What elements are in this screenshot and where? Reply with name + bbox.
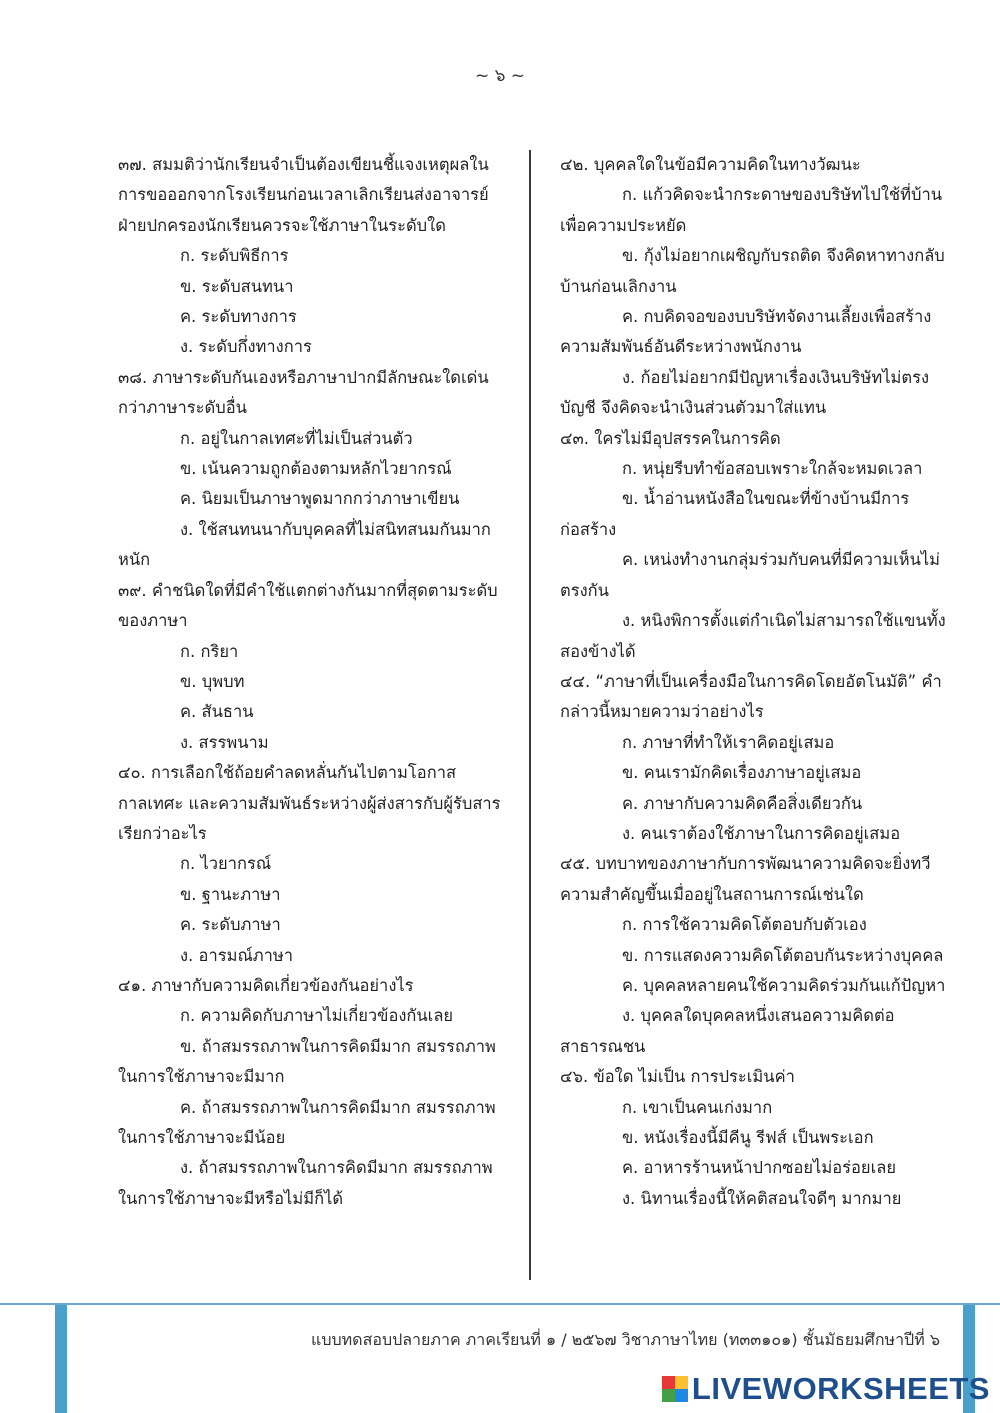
answer-choice: ง. หนิงพิการตั้งแต่กำเนิดไม่สามารถใช้แขนทั้งสองข้างได้ bbox=[560, 611, 946, 661]
answer-choice: ค. กบคิดจอของบบริษัทจัดงานเลี้ยงเพื่อสร้างความสัมพันธ์อันดีระหว่างพนักงาน bbox=[560, 307, 932, 357]
question-text: ๔๐. การเลือกใช้ถ้อยคำลดหลั่นกันไปตามโอกาส กาลเทศะ และความสัมพันธ์ระหว่างผู้ส่งสารกับผู้รับสารเรียกว่าอะไร bbox=[118, 763, 501, 843]
answer-choice: ก. ภาษาที่ทำให้เราคิดอยู่เสมอ bbox=[622, 732, 835, 752]
footer-left-bar bbox=[55, 1305, 67, 1413]
answer-choice: ข. การแสดงความคิดโต้ตอบกันระหว่างบุคคล bbox=[622, 945, 944, 965]
footer-exam-title: แบบทดสอบปลายภาค ภาคเรียนที่ ๑ / ๒๕๖๗ วิชาภาษาไทย (ท๓๓๑๐๑) ชั้นมัธยมศึกษาปีที่ ๖ bbox=[311, 1330, 940, 1349]
answer-choice: ค. ถ้าสมรรถภาพในการคิดมีมาก สมรรถภาพในการใช้ภาษาจะมีน้อย bbox=[118, 1097, 496, 1147]
question-text: ๔๕. บทบาทของภาษากับการพัฒนาความคิดจะยิ่งทวีความสำคัญขึ้นเมื่ออยู่ในสถานการณ์เช่นใด bbox=[560, 854, 931, 904]
answer-choice: ค. สันธาน bbox=[180, 702, 254, 722]
answer-choice: ข. บุพบท bbox=[180, 671, 245, 691]
answer-choice: ง. อารมณ์ภาษา bbox=[180, 945, 294, 965]
question-text: ๓๗. สมมติว่านักเรียนจำเป็นต้องเขียนชี้แจงเหตุผลในการขอออกจากโรงเรียนก่อนเวลาเลิกเรียนส่งอาจารย์ฝ่ายปกครองนักเรียนควรจะใช้ภาษาในระดับใด bbox=[118, 155, 489, 235]
answer-choice: ง. บุคคลใดบุคคลหนึ่งเสนอความคิดต่อสาธารณชน bbox=[560, 1006, 895, 1056]
answer-choice: ก. การใช้ความคิดโต้ตอบกับตัวเอง bbox=[622, 915, 867, 935]
answer-choice: ง. คนเราต้องใช้ภาษาในการคิดอยู่เสมอ bbox=[622, 823, 901, 843]
question-text: ๔๒. บุคคลใดในข้อมีความคิดในทางวัฒนะ bbox=[560, 155, 861, 174]
liveworksheets-logo-text: LIVEWORKSHEETS bbox=[691, 1371, 990, 1406]
question-text: ๔๔. “ภาษาที่เป็นเครื่องมือในการคิดโดยอัตโนมัติ” คำกล่าวนี้หมายความว่าอย่างไร bbox=[560, 671, 942, 722]
answer-choice: ค. ระดับภาษา bbox=[180, 915, 281, 935]
answer-choice: ข. ระดับสนทนา bbox=[180, 276, 294, 296]
left-question-column bbox=[118, 150, 510, 1214]
question-text: ๔๖. ข้อใด ไม่เป็น การประเมินค่า bbox=[560, 1067, 795, 1087]
answer-choice: ก. เขาเป็นคนเก่งมาก bbox=[622, 1097, 773, 1117]
answer-choice: ข. ถ้าสมรรถภาพในการคิดมีมาก สมรรถภาพในการใช้ภาษาจะมีมาก bbox=[118, 1036, 496, 1087]
answer-choice: ข. น้ำอ่านหนังสือในขณะที่ข้างบ้านมีการก่อสร้าง bbox=[560, 489, 910, 539]
question-text: ๓๘. ภาษาระดับกันเองหรือภาษาปากมีลักษณะใดเด่นกว่าภาษาระดับอื่น bbox=[118, 367, 489, 418]
answer-choice: ง. ถ้าสมรรถภาพในการคิดมีมาก สมรรถภาพในการใช้ภาษาจะมีหรือไม่มีก็ได้ bbox=[118, 1158, 493, 1208]
liveworksheets-logo-icon bbox=[662, 1376, 688, 1402]
answer-choice: ก. ระดับพิธีการ bbox=[180, 246, 289, 266]
right-question-column bbox=[560, 150, 952, 1214]
answer-choice: ง. ระดับกึ่งทางการ bbox=[180, 337, 312, 357]
answer-choice: ง. นิทานเรื่องนี้ให้คติสอนใจดีๆ มากมาย bbox=[622, 1188, 902, 1208]
answer-choice: ก. อยู่ในกาลเทศะที่ไม่เป็นส่วนตัว bbox=[180, 428, 413, 448]
answer-choice: ก. ความคิดกับภาษาไม่เกี่ยวข้องกันเลย bbox=[180, 1006, 454, 1026]
answer-choice: ค. เหน่งทำงานกลุ่มร่วมกับคนที่มีความเห็นไม่ตรงกัน bbox=[560, 550, 941, 600]
answer-choice: ข. เน้นความถูกต้องตามหลักไวยากรณ์ bbox=[180, 459, 452, 479]
answer-choice: ง. ใช้สนทนนากับบุคคลที่ไม่สนิทสนมกันมากหนัก bbox=[118, 519, 491, 570]
answer-choice: ง. สรรพนาม bbox=[180, 732, 269, 752]
answer-choice: ข. กุ้งไม่อยากเผชิญกับรถติด จึงคิดหาทางกลับบ้านก่อนเลิกงาน bbox=[560, 246, 945, 296]
page-number: ~ ๖ ~ bbox=[474, 66, 526, 86]
answer-choice: ค. บุคคลหลายคนใช้ความคิดร่วมกันแก้ปัญหา bbox=[622, 975, 946, 995]
footer-rule bbox=[0, 1303, 1000, 1305]
answer-choice: ค. นิยมเป็นภาษาพูดมากกว่าภาษาเขียน bbox=[180, 489, 460, 509]
question-text: ๓๙. คำชนิดใดที่มีคำใช้แตกต่างกันมากที่สุดตามระดับของภาษา bbox=[118, 580, 498, 631]
answer-choice: ก. หนุ่ยรีบทำข้อสอบเพราะใกล้จะหมดเวลา bbox=[622, 459, 923, 479]
answer-choice: ข. ฐานะภาษา bbox=[180, 884, 281, 904]
answer-choice: ข. หนังเรื่องนี้มีคีนู รีฟส์ เป็นพระเอก bbox=[622, 1128, 874, 1147]
question-text: ๔๑. ภาษากับความคิดเกี่ยวข้องกันอย่างไร bbox=[118, 975, 414, 995]
question-text: ๔๓. ใครไม่มีอุปสรรคในการคิด bbox=[560, 428, 781, 448]
answer-choice: ข. คนเรามักคิดเรื่องภาษาอยู่เสมอ bbox=[622, 763, 862, 783]
answer-choice: ก. แก้วคิดจะนำกระดาษของบริษัทไปใช้ที่บ้านเพื่อความประหยัด bbox=[560, 185, 943, 235]
answer-choice: ก. ไวยากรณ์ bbox=[180, 854, 272, 874]
answer-choice: ค. ระดับทางการ bbox=[180, 307, 297, 327]
liveworksheets-logo[interactable] bbox=[662, 1372, 990, 1406]
column-divider bbox=[529, 150, 531, 1280]
answer-choice: ง. ก้อยไม่อยากมีปัญหาเรื่องเงินบริษัทไม่ตรงบัญชี จึงคิดจะนำเงินส่วนตัวมาใส่แทน bbox=[560, 367, 930, 418]
answer-choice: ค. อาหารร้านหน้าปากซอยไม่อร่อยเลย bbox=[622, 1158, 896, 1178]
answer-choice: ค. ภาษากับความคิดคือสิ่งเดียวกัน bbox=[622, 793, 863, 813]
answer-choice: ก. กริยา bbox=[180, 641, 239, 661]
